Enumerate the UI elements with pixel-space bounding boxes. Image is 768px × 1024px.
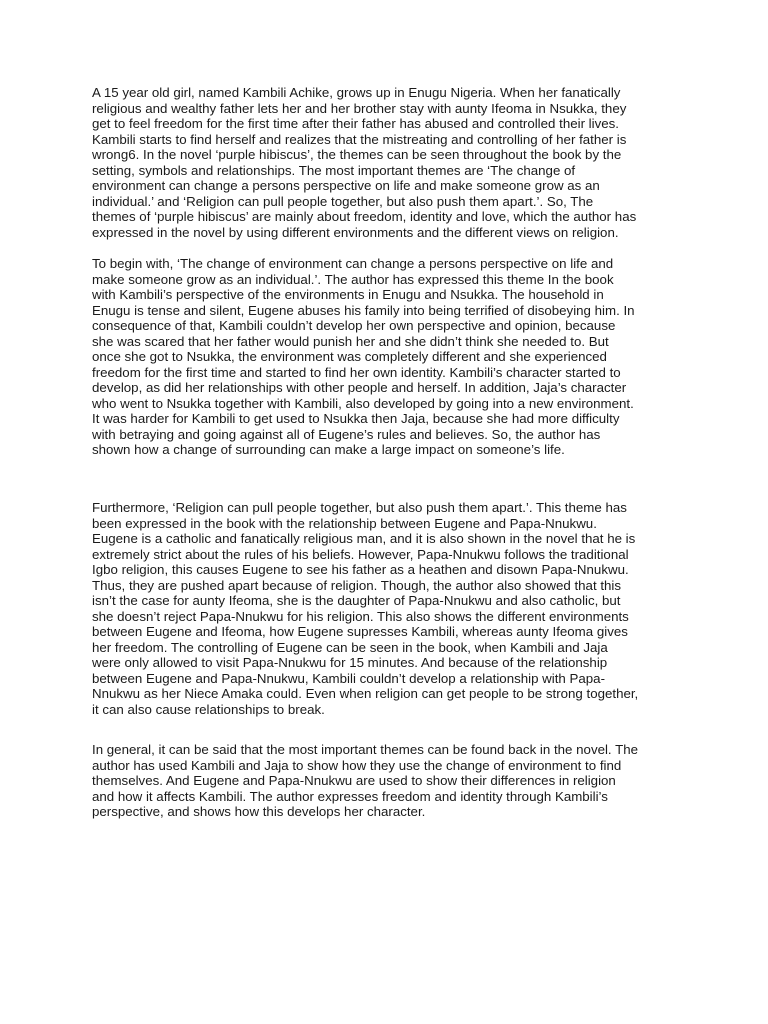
paragraph-religion-theme: Furthermore, ‘Religion can pull people together, but also push them apart.’. This theme has been expressed in the book with the relationship between Eugene and Papa-Nnukwu. Eugene is a catholic and fanatically religious man, and it is also shown in the novel that he is extremely strict about the rules of his beliefs. However, Papa-Nnukwu follows the traditional Igbo religion, this causes Eugene to see his father as a heathen and disown Papa-Nnukwu. Thus, they are pushed apart because of religion. Though, the author also showed that this isn’t the case for aunty Ifeoma, she is the daughter of Papa-Nnukwu and also catholic, but she doesn’t reject Papa-Nnukwu for his religion. This also shows the different environments between Eugene and Ifeoma, how Eugene supresses Kambili, whereas aunty Ifeoma gives her freedom. The controlling of Eugene can be seen in the book, when Kambili and Jaja were only allowed to visit Papa-Nnukwu for 15 minutes. And because of the relationship between Eugene and Papa-Nnukwu, Kambili couldn’t develop a relationship with Papa- Nnukwu as her Niece Amaka could. Even when religion can get people to be strong together, it can also cause relationships to break. [92, 500, 639, 717]
paragraph-introduction: A 15 year old girl, named Kambili Achike, grows up in Enugu Nigeria. When her fanatically religious and wealthy father lets her and her brother stay with aunty Ifeoma in Nsukka, they get to feel freedom for the first time after their father has abused and controlled their lives. Kambili starts to find herself and realizes that the mistreating and controlling of her father is wrong6. In the novel ‘purple hibiscus’, the themes can be seen throughout the book by the setting, symbols and relationships. The most important themes are ‘The change of environment can change a persons perspective on life and make someone grow as an individual.’ and ‘Religion can pull people together, but also push them apart.’. So, The themes of ‘purple hibiscus’ are mainly about freedom, identity and love, which the author has expressed in the novel by using different environments and the different views on religion. [92, 85, 637, 240]
paragraph-conclusion: In general, it can be said that the most important themes can be found back in the novel. The author has used Kambili and Jaja to show how they use the change of environment to find themselves. And Eugene and Papa-Nnukwu are used to show their differences in religion and how it affects Kambili. The author expresses freedom and identity through Kambili’s perspective, and shows how this develops her character. [92, 742, 638, 819]
paragraph-environment-theme: To begin with, ‘The change of environment can change a persons perspective on life and make someone grow as an individual.’. The author has expressed this theme In the book with Kambili’s perspective of the environments in Enugu and Nsukka. The household in Enugu is tense and silent, Eugene abuses his family into being terrified of disobeying him. In consequence of that, Kambili couldn’t develop her own perspective and opinion, because she was scared that her father would punish her and she didn’t think she needed to. But once she got to Nsukka, the environment was completely different and she experienced freedom for the first time and started to find her own identity. Kambili’s character started to develop, as did her relationships with other people and herself. In addition, Jaja’s character who went to Nsukka together with Kambili, also developed by going into a new environment. It was harder for Kambili to get used to Nsukka then Jaja, because she had more difficulty with betraying and going against all of Eugene’s rules and believes. So, the author has shown how a change of surrounding can make a large impact on someone’s life. [92, 256, 635, 457]
